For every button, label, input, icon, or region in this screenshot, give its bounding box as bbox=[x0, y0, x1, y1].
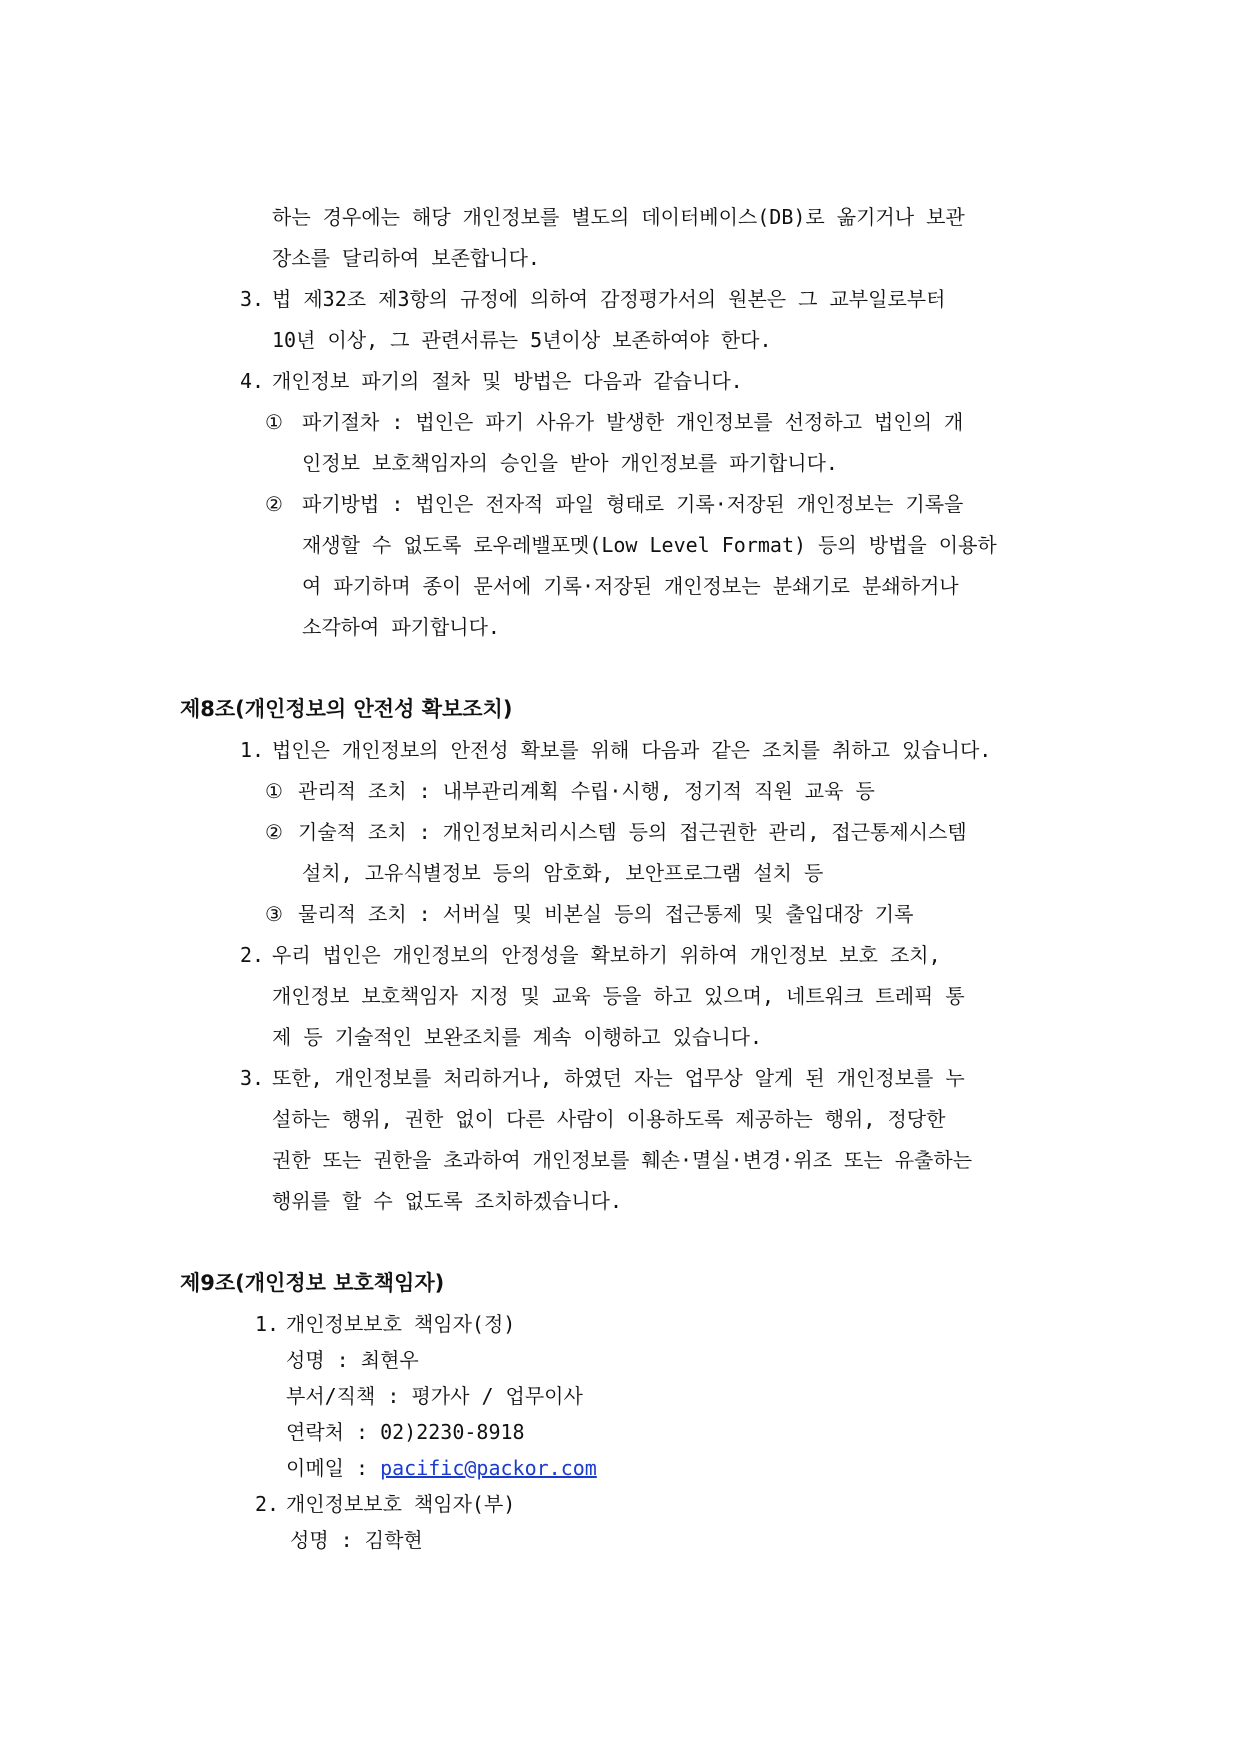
list-item-line: 또한, 개인정보를 처리하거나, 하였던 자는 업무상 알게 된 개인정보를 누 bbox=[272, 1066, 965, 1090]
list-item-line: 개인정보 파기의 절차 및 방법은 다음과 같습니다. bbox=[272, 369, 743, 393]
sub-item-line: 기술적 조치 : 개인정보처리시스템 등의 접근권한 관리, 접근통제시스템 bbox=[298, 820, 967, 844]
section-title: 제8조(개인정보의 안전성 확보조치) bbox=[180, 697, 513, 721]
officer-phone: 연락처 : 02)2230-8918 bbox=[286, 1420, 525, 1444]
sub-item-line: 물리적 조치 : 서버실 및 비본실 등의 접근통제 및 출입대장 기록 bbox=[298, 902, 914, 926]
officer-email-row bbox=[286, 1455, 597, 1481]
sub-item-line: 설치, 고유식별정보 등의 암호화, 보안프로그램 설치 등 bbox=[302, 861, 824, 885]
sub-item-line: 파기방법 : 법인은 전자적 파일 형태로 기록·저장된 개인정보는 기록을 bbox=[302, 492, 964, 516]
sub-item-line: 관리적 조치 : 내부관리계획 수립·시행, 정기적 직원 교육 등 bbox=[298, 779, 875, 803]
sub-item-mark: ① bbox=[265, 779, 283, 803]
list-number: 1. bbox=[255, 1312, 280, 1336]
list-number: 3. bbox=[240, 287, 265, 311]
list-number: 4. bbox=[240, 369, 265, 393]
list-item-line: 권한 또는 권한을 초과하여 개인정보를 훼손·멸실·변경·위조 또는 유출하는 bbox=[272, 1148, 973, 1172]
list-item-line: 우리 법인은 개인정보의 안정성을 확보하기 위하여 개인정보 보호 조치, bbox=[272, 943, 941, 967]
list-number: 1. bbox=[240, 738, 265, 762]
sub-item-line: 여 파기하며 종이 문서에 기록·저장된 개인정보는 분쇄기로 분쇄하거나 bbox=[302, 574, 959, 598]
list-item-line: 행위를 할 수 없도록 조치하겠습니다. bbox=[272, 1189, 623, 1213]
officer-dept: 부서/직책 : 평가사 / 업무이사 bbox=[286, 1384, 583, 1408]
list-number: 2. bbox=[240, 943, 265, 967]
paragraph-line: 하는 경우에는 해당 개인정보를 별도의 데이터베이스(DB)로 옮기거나 보관 bbox=[272, 205, 965, 229]
email-label: 이메일 : bbox=[286, 1456, 381, 1480]
list-number: 3. bbox=[240, 1066, 265, 1090]
officer-heading: 개인정보보호 책임자(부) bbox=[286, 1492, 516, 1516]
list-item-line: 법인은 개인정보의 안전성 확보를 위해 다음과 같은 조치를 취하고 있습니다. bbox=[272, 738, 992, 762]
list-item-line: 설하는 행위, 권한 없이 다른 사람이 이용하도록 제공하는 행위, 정당한 bbox=[272, 1107, 946, 1131]
list-item-line: 법 제32조 제3항의 규정에 의하여 감정평가서의 원본은 그 교부일로부터 bbox=[272, 287, 946, 311]
list-item-line: 10년 이상, 그 관련서류는 5년이상 보존하여야 한다. bbox=[272, 328, 772, 352]
officer-name: 성명 : 김학현 bbox=[290, 1528, 423, 1552]
list-item-line: 개인정보 보호책임자 지정 및 교육 등을 하고 있으며, 네트워크 트레픽 통 bbox=[272, 984, 965, 1008]
sub-item-line: 소각하여 파기합니다. bbox=[302, 615, 500, 639]
officer-heading: 개인정보보호 책임자(정) bbox=[286, 1312, 516, 1336]
sub-item-mark: ① bbox=[265, 410, 283, 434]
list-item-line: 제 등 기술적인 보완조치를 계속 이행하고 있습니다. bbox=[272, 1025, 763, 1049]
section-title: 제9조(개인정보 보호책임자) bbox=[180, 1271, 445, 1295]
sub-item-line: 파기절차 : 법인은 파기 사유가 발생한 개인정보를 선정하고 법인의 개 bbox=[302, 410, 964, 434]
list-number: 2. bbox=[255, 1492, 280, 1516]
sub-item-line: 재생할 수 없도록 로우레밸포멧(Low Level Format) 등의 방법을 이용하 bbox=[302, 533, 997, 557]
sub-item-mark: ② bbox=[265, 492, 283, 516]
paragraph-line: 장소를 달리하여 보존합니다. bbox=[272, 246, 540, 270]
sub-item-line: 인정보 보호책임자의 승인을 받아 개인정보를 파기합니다. bbox=[302, 451, 838, 475]
sub-item-mark: ③ bbox=[265, 902, 283, 926]
officer-name: 성명 : 최현우 bbox=[286, 1348, 419, 1372]
email-link[interactable]: pacific@packor.com bbox=[380, 1456, 597, 1480]
sub-item-mark: ② bbox=[265, 820, 283, 844]
